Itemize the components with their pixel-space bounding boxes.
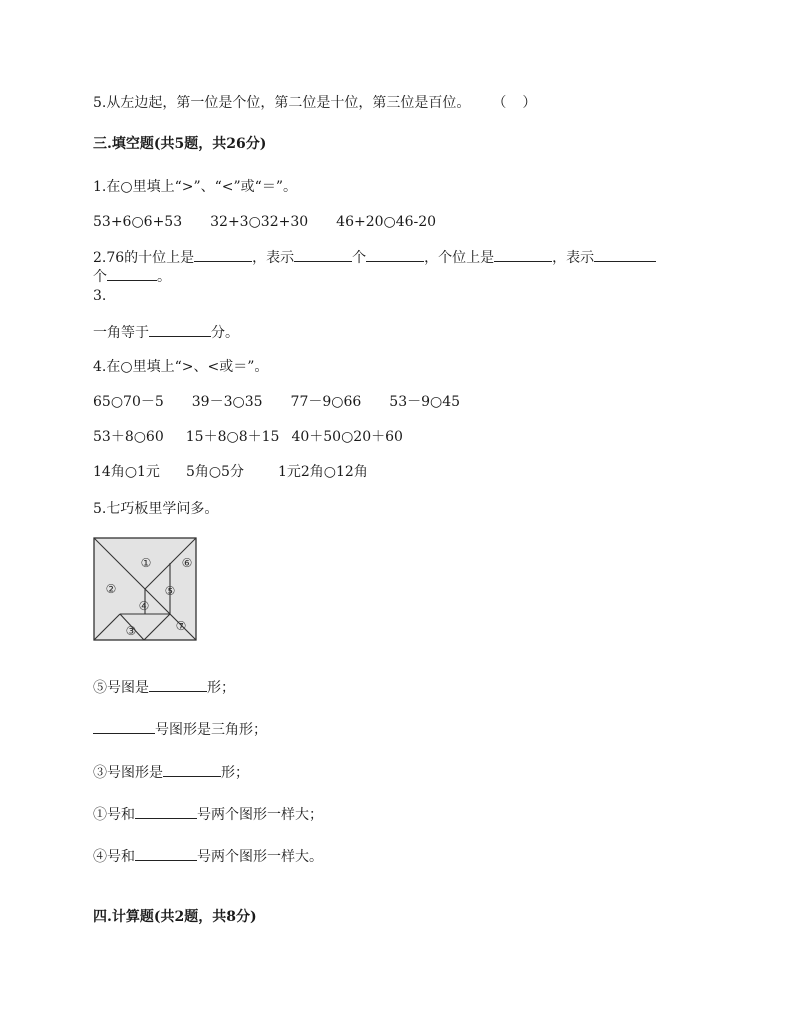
q1-expr: 53+6○6+53 (93, 214, 183, 230)
q2-blank-ones-count[interactable] (594, 247, 656, 262)
q4-expr: 53＋8○60 (93, 429, 164, 445)
q4-row-2 (93, 428, 403, 446)
q4-expr: 53－9○45 (389, 394, 461, 410)
q2-blank-tens-count[interactable] (294, 247, 352, 262)
q4-row-3 (93, 463, 368, 481)
q3-line: 一角等于 分。 (93, 322, 239, 342)
q4-expr: 39－3○35 (191, 394, 263, 410)
q4-expr: 1元2角○12角 (277, 464, 368, 480)
q4-expr: 14角○1元 (93, 464, 160, 480)
q2-blank-ones-digit[interactable] (494, 247, 552, 262)
q5-line-5: ④号和 号两个图形一样大。 (93, 846, 323, 866)
piece-label-1: ① (140, 556, 152, 570)
q1-expressions (93, 213, 436, 231)
piece-label-5: ⑤ (164, 584, 176, 598)
q4-row-1 (93, 393, 460, 411)
q5-line-3: ③号图形是 形； (93, 762, 249, 782)
q5-blank-3[interactable] (163, 762, 221, 777)
piece-label-4: ④ (138, 599, 150, 613)
q5-line-4: ①号和 号两个图形一样大； (93, 804, 323, 824)
q4-expr: 5角○5分 (185, 464, 244, 480)
q2-blank-ones-unit[interactable] (107, 266, 157, 281)
q3-blank[interactable] (149, 322, 211, 337)
q4-expr: 15＋8○8＋15 (185, 429, 280, 445)
judgement-item-5 (93, 94, 536, 112)
q5-line-2: 号图形是三角形； (93, 719, 267, 739)
q2-line-2: 个 。 (93, 266, 171, 286)
q2-blank-tens-unit[interactable] (366, 247, 424, 262)
q2-blank-tens-digit[interactable] (194, 247, 252, 262)
piece-label-2: ② (105, 582, 117, 596)
q4-expr: 40＋50○20＋60 (291, 429, 403, 445)
tangram-figure (93, 537, 197, 641)
q5-blank-1[interactable] (149, 677, 207, 692)
section-3-heading: 三.填空题(共5题，共26分) (93, 136, 267, 152)
q4-expr: 65○70－5 (93, 394, 164, 410)
q5-prompt: 5.七巧板里学问多。 (93, 501, 219, 517)
piece-label-6: ⑥ (181, 556, 193, 570)
q1-expr: 46+20○46-20 (336, 214, 437, 230)
q3-number: 3. (93, 288, 107, 304)
q1-prompt: 1.在○里填上“>”、“<”或“＝”。 (93, 179, 297, 195)
q5-blank-4[interactable] (135, 804, 197, 819)
q5-line-1: ⑤号图是 形； (93, 677, 235, 697)
piece-label-7: ⑦ (175, 619, 187, 633)
judgement-item-5-text: 5.从左边起，第一位是个位，第二位是十位，第三位是百位。 (93, 95, 471, 111)
piece-label-3: ③ (125, 624, 137, 638)
answer-parentheses[interactable]: （ ） (492, 95, 537, 111)
q5-blank-2[interactable] (93, 719, 155, 734)
q2-line-1: 2.76的十位上是 ，表示 个 ，个位上是 ，表示 (93, 247, 656, 267)
q4-expr: 77－9○66 (290, 394, 362, 410)
q4-prompt: 4.在○里填上“>、<或＝”。 (93, 359, 269, 375)
section-4-heading: 四.计算题(共2题，共8分) (93, 909, 257, 925)
q5-blank-5[interactable] (135, 846, 197, 861)
q1-expr: 32+3○32+30 (210, 214, 309, 230)
